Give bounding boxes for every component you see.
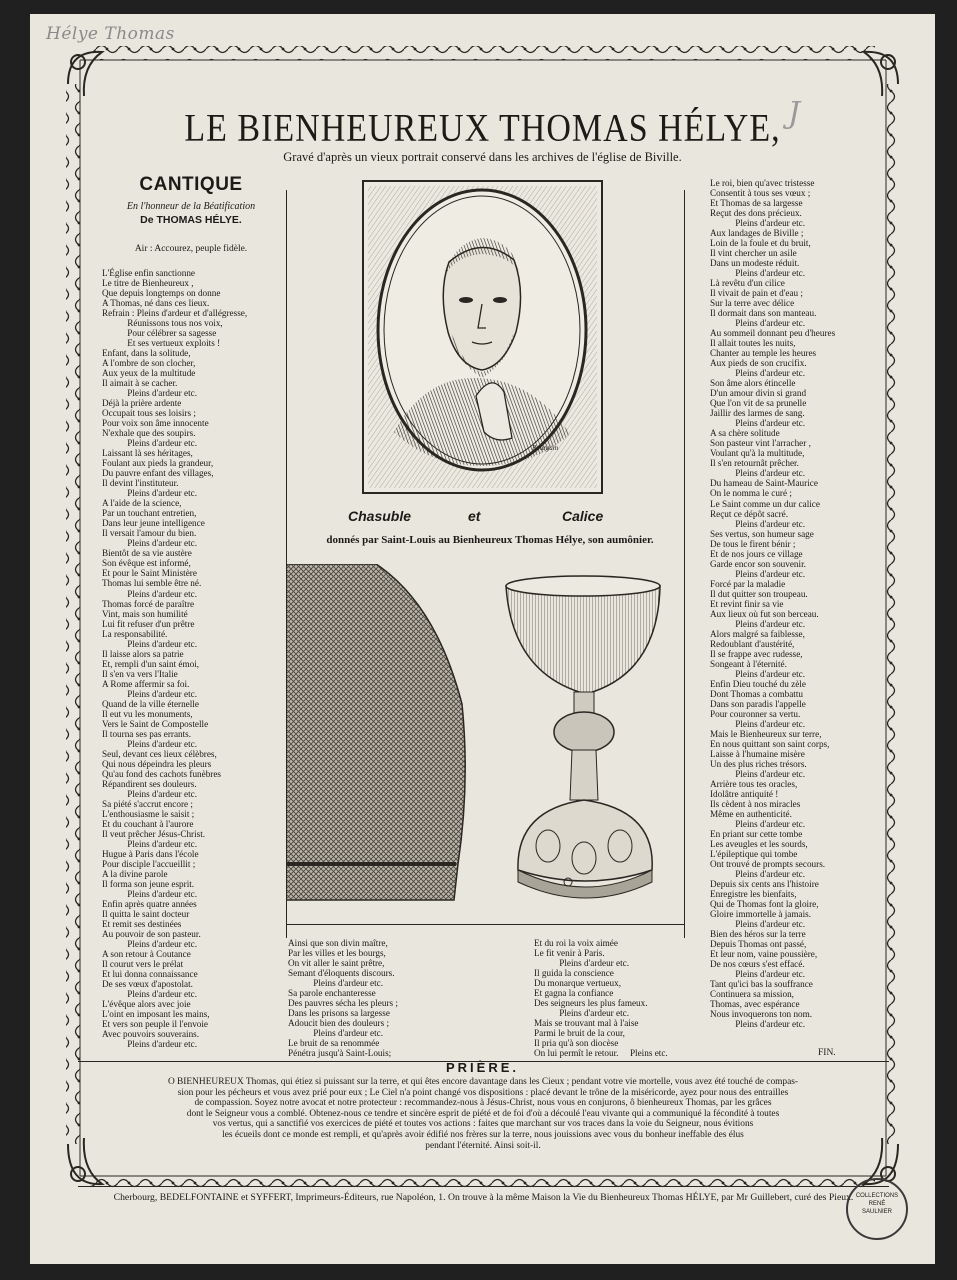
verse-line: La responsabilité. xyxy=(102,628,168,639)
verse-line: Pleins d'ardeur etc. xyxy=(710,468,806,479)
verse-line: Chanter au temple les heures xyxy=(710,348,817,359)
verse-line: Pleins d'ardeur etc. xyxy=(102,788,198,799)
verse-line: Enregistre les bienfaits, xyxy=(710,889,797,900)
verse-line: Et remit ses destinées xyxy=(102,919,182,930)
verse-line: Pleins d'ardeur etc. xyxy=(102,488,198,499)
verse-line: Pleins d'ardeur etc. xyxy=(102,638,198,649)
verse-line: Au pouvoir de son pasteur. xyxy=(102,929,201,940)
verse-line: Pleins d'ardeur etc. xyxy=(710,819,806,829)
verse-line: Dans son paradis l'appelle xyxy=(710,698,806,709)
verse-line: Alors malgré sa faiblesse, xyxy=(710,628,805,639)
verse-line: Il courut vers le prélat xyxy=(102,959,184,970)
verse-line: Garde encor son souvenir. xyxy=(710,558,806,569)
verse-line: Là revêtu d'un cilice xyxy=(710,278,785,289)
verse-line: Redoublant d'austérité, xyxy=(710,638,795,649)
verse-line: Pleins d'ardeur etc. xyxy=(288,1028,384,1039)
verse-line: Pleins d'ardeur etc. xyxy=(102,1039,198,1050)
verse-line: Pleins d'ardeur etc. xyxy=(710,418,806,429)
page-subtitle: Gravé d'après un vieux portrait conservé dans les archives de l'église de Biville. xyxy=(283,150,682,164)
verse-line: Qui nous dépeindra les pleurs xyxy=(102,758,212,769)
verse-line: Thomas, avec espérance xyxy=(710,999,800,1010)
verse-line: Il devint l'instituteur. xyxy=(102,478,179,489)
verse-line: Pleins d'ardeur etc. xyxy=(710,768,806,779)
verse-line: A sa chère solitude xyxy=(710,428,780,439)
verse-line: Idolâtre antiquité ! xyxy=(710,788,779,799)
cantique-column-left xyxy=(102,268,247,1049)
verse-line: L'enthousiasme le saisit ; xyxy=(102,808,195,819)
verse-line: Pleins d'ardeur etc. xyxy=(102,438,198,449)
verse-line: Il veut prêcher Jésus-Christ. xyxy=(102,828,206,839)
verse-line: Il forma son jeune esprit. xyxy=(102,878,195,889)
verse-line: D'un amour divin si grand xyxy=(710,388,807,399)
verse-line: Mais se trouvant mal à l'aise xyxy=(534,1018,639,1029)
verse-line: Le titre de Bienheureux , xyxy=(102,278,194,289)
verse-line: Et, rempli d'un saint émoi, xyxy=(102,658,200,669)
verse-line: Forcé par la maladie xyxy=(710,578,786,589)
handwritten-mark: J xyxy=(788,96,801,131)
verse-line: Pour célébrer sa sagesse xyxy=(102,328,217,339)
cantique-heading xyxy=(96,174,286,254)
stamp-line-1: COLLECTIONS xyxy=(855,1193,899,1199)
verse-line: Mais le Bienheureux sur terre, xyxy=(710,728,822,739)
verse-line: Refrain : Pleins d'ardeur et d'allégresse, xyxy=(102,308,248,319)
verse-line: Du monarque vertueux, xyxy=(534,978,621,989)
verse-line: Son évêque est informé, xyxy=(102,558,191,569)
verse-line: Il versait l'amour du bien. xyxy=(102,528,197,539)
prayer-line: sion pour les pécheurs et vous avez prié pour eux ; Le Ciel n'a point changé vos dispositions : placé devant le trône de la miséricorde, ayez pour nous des entrailles xyxy=(177,1087,789,1098)
prayer-line: de compassion. Soyez notre avocat et notre protecteur : recommandez-nous à Jésus-Christ, nous vous en conjurons, ô bienheureux Thomas, par les grâces xyxy=(194,1098,772,1109)
verse-line: Depuis six cents ans l'histoire xyxy=(710,879,819,890)
collection-stamp xyxy=(846,1178,908,1240)
verse-line: Il eut vu les monuments, xyxy=(102,708,193,719)
portrait-image xyxy=(364,182,601,492)
verse-line: Pleins d'ardeur etc. xyxy=(102,888,198,899)
verse-line: Et de nos jours ce village xyxy=(710,548,803,559)
verse-line: Et ses vertueux exploits ! xyxy=(102,338,221,349)
verse-line: Des seigneurs les plus fameux. xyxy=(534,998,648,1009)
verse-line: Il s'en retournât prêcher. xyxy=(710,458,799,469)
cantique-column-middle-right xyxy=(534,938,668,1058)
verse-line: Du hameau de Saint-Maurice xyxy=(710,478,818,489)
cantique-column-right xyxy=(710,178,835,1029)
prayer-line: pendant l'éternité. Ainsi soit-il. xyxy=(425,1140,541,1151)
verse-line: Pleins d'ardeur etc. xyxy=(102,688,198,699)
verse-line: Foulant aux pieds la grandeur, xyxy=(102,458,214,469)
verse-line: Aux lieux où fut son berceau. xyxy=(710,608,819,619)
verse-line: A la divine parole xyxy=(102,868,168,879)
cantique-column-middle-left xyxy=(288,938,398,1058)
verse-line: Ont trouvé de prompts secours. xyxy=(710,859,826,870)
verse-line: Il pria qu'à son diocèse xyxy=(534,1038,619,1049)
verse-line: Lui fit refuser d'un prêtre xyxy=(102,618,195,629)
verse-line: Pénétra jusqu'à Saint-Louis; xyxy=(288,1048,392,1059)
verse-line: Pleins d'ardeur etc. xyxy=(102,939,198,950)
stamp-line-3: SAULNIER xyxy=(861,1209,892,1215)
chasuble-chalice-image xyxy=(286,564,684,932)
verse-line: Depuis Thomas ont passé, xyxy=(710,939,807,950)
prayer-title: PRIÈRE. xyxy=(445,1060,519,1075)
verse-line: Adoucit bien des douleurs ; xyxy=(288,1018,390,1029)
verse-line: Le Saint comme un dur calice xyxy=(710,498,820,509)
verse-line: Occupait tous ses loisirs ; xyxy=(102,408,196,419)
verse-line: Pleins d'ardeur etc. xyxy=(102,588,198,599)
verse-line: Pleins d'ardeur etc. xyxy=(710,618,806,629)
verse-line: De tous le firent bénir ; xyxy=(710,538,796,549)
verse-line: Jaillir des larmes de sang. xyxy=(710,408,805,419)
verse-line: Vers le Saint de Compostelle xyxy=(102,718,209,729)
verse-line: Vint, mais son humilité xyxy=(102,608,188,619)
verse-line: Il dormait dans son manteau. xyxy=(710,308,817,319)
verse-line: Laissant là ses héritages, xyxy=(102,448,193,459)
verse-line: En priant sur cette tombe xyxy=(710,829,803,840)
verse-line: Et du couchant à l'aurore xyxy=(102,818,194,829)
verse-line: Par les villes et les bourgs, xyxy=(288,948,386,959)
verse-line: A Thomas, né dans ces lieux. xyxy=(102,298,210,309)
verse-line: Pleins d'ardeur etc. xyxy=(710,919,806,930)
cantique-air: Air : Accourez, peuple fidèle. xyxy=(134,244,248,254)
verse-line: Pleins d'ardeur etc. xyxy=(710,568,806,579)
verse-line: A l'ombre de son clocher, xyxy=(102,358,196,369)
verse-line: Et lui donna connaissance xyxy=(102,969,198,980)
printer-footer: Cherbourg, BEDELFONTAINE et SYFFERT, Imprimeurs-Éditeurs, rue Napoléon, 1. On trouve à la même Maison la Vie du Bienheureux Thomas HÉLYE, par Mr Guillebert, curé des Pieux. xyxy=(113,1192,854,1203)
verse-line: Pleins d'ardeur etc. xyxy=(710,318,806,329)
verse-line: Il tourna ses pas errants. xyxy=(102,728,192,739)
verse-line: Pleins d'ardeur etc. xyxy=(710,969,806,980)
cantique-dedication: De THOMAS HÉLYE. xyxy=(140,214,242,226)
verse-line: Pour couronner sa vertu. xyxy=(710,708,801,719)
relics-engraving xyxy=(286,564,684,932)
verse-line: Son âme alors étincelle xyxy=(710,378,796,389)
verse-line: Que depuis longtemps on donne xyxy=(102,288,221,299)
verse-line: Pour disciple l'accueillit ; xyxy=(102,858,196,869)
verse-line: Dans un modeste réduit. xyxy=(710,258,800,269)
verse-line: Sa piété s'accrut encore ; xyxy=(102,798,193,809)
verse-line: Pleins d'ardeur etc. xyxy=(710,518,806,529)
verse-line: Le roi, bien qu'avec tristesse xyxy=(710,178,815,188)
verse-line: Il vint chercher un asile xyxy=(710,248,797,259)
portrait-engraving xyxy=(362,180,603,494)
verse-line: Il s'en va vers l'Italie xyxy=(102,668,178,679)
verse-line: Même en authenticité. xyxy=(710,808,792,819)
verse-line: Pleins d'ardeur etc. xyxy=(710,718,806,729)
verse-line: Aux landages de Biville ; xyxy=(710,228,804,239)
prayer-text xyxy=(116,1077,850,1151)
verse-line: Thomas lui semble être né. xyxy=(102,578,202,589)
verse-line: L'épileptique qui tombe xyxy=(710,849,798,860)
verse-line: Semant d'éloquents discours. xyxy=(288,968,395,979)
verse-line: Bien des héros sur la terre xyxy=(710,929,806,940)
verse-line: Pleins d'ardeur etc. xyxy=(288,978,384,989)
caption-et: et xyxy=(468,508,481,524)
column-divider-right xyxy=(684,190,685,938)
verse-line: Déjà la prière ardente xyxy=(102,398,182,409)
verse-line: Enfant, dans la solitude, xyxy=(102,348,191,359)
caption-calice: Calice xyxy=(562,508,604,524)
verse-line: Gloire immortelle à jamais. xyxy=(710,909,812,920)
verse-line: Continuera sa mission, xyxy=(710,989,794,1000)
image-bottom-rule xyxy=(286,924,684,925)
verse-line: Pleins d'ardeur etc. xyxy=(534,958,630,969)
footer-rule xyxy=(78,1186,889,1187)
cantique-subtitle: En l'honneur de la Béatification xyxy=(126,201,256,212)
verse-line: De nos cœurs s'est effacé. xyxy=(710,959,805,970)
verse-line: A l'aide de la science, xyxy=(102,498,182,509)
verse-line: Les aveugles et les sourds, xyxy=(710,839,808,850)
verse-line: Pleins d'ardeur etc. xyxy=(710,268,806,279)
prayer-line: vos vertus, qui a sanctifié vos exercices de piété et toutes vos actions : faites que marchant sur vos traces dans la voie du Seigneur, nous évitions xyxy=(212,1119,754,1130)
verse-line: Bientôt de sa vie austère xyxy=(102,548,192,559)
prayer-line: O BIENHEUREUX Thomas, qui étiez si puissant sur la terre, et qui êtes encore davantage dans les Cieux ; pendant votre vie mortelle, vous avez été touché de compas- xyxy=(167,1077,799,1087)
verse-line: Le fit venir à Paris. xyxy=(534,948,605,959)
verse-line: Reçut ce dépôt sacré. xyxy=(710,508,789,519)
verse-line: Le bruit de sa renommée xyxy=(288,1038,380,1049)
verse-line: L'évêque alors avec joie xyxy=(102,999,191,1010)
verse-line: Ainsi que son divin maître, xyxy=(288,938,388,948)
verse-line: Son pasteur vint l'arracher , xyxy=(710,438,811,449)
verse-line: Il dut quitter son troupeau. xyxy=(710,588,808,599)
verse-line: Nous invoquerons ton nom. xyxy=(710,1009,813,1020)
verse-line: On vit aller le saint prêtre, xyxy=(288,958,385,969)
verse-line: Aux pieds de son crucifix. xyxy=(710,358,807,369)
verse-line: Quand de la ville éternelle xyxy=(102,698,199,709)
verse-line: Il aimait à se cacher. xyxy=(102,378,178,389)
verse-line: Consentit à tous ses vœux ; xyxy=(710,188,811,199)
verse-line: Arrière tous tes oracles, xyxy=(710,778,798,789)
verse-line: Hugue à Paris dans l'école xyxy=(102,848,199,859)
verse-line: Sa parole enchanteresse xyxy=(288,988,376,999)
prayer-line: dont le Seigneur vous a comblé. Obtenez-nous ce tendre et sincère esprit de piété et de foi d'où a découlé l'eau vivante qui a communiqué la fécondité à toutes xyxy=(186,1108,780,1119)
verse-line: Laisse à l'humaine misère xyxy=(710,748,805,759)
verse-line: Dans les prisons sa largesse xyxy=(288,1008,390,1019)
relics-description: donnés par Saint-Louis au Bienheureux Thomas Hélye, son aumônier. xyxy=(326,534,654,546)
verse-line: Il vivait de pain et d'eau ; xyxy=(710,288,803,299)
column-divider-left xyxy=(286,190,287,938)
verse-line: Thomas forcé de paraître xyxy=(102,598,195,609)
verse-line: Pleins d'ardeur etc. xyxy=(710,1019,806,1030)
cantique-title: CANTIQUE xyxy=(139,174,243,195)
verse-line: Qu'au fond des cachots funèbres xyxy=(102,768,222,779)
verse-line: L'Église enfin sanctionne xyxy=(102,268,195,278)
stamp-line-2: RENÉ xyxy=(868,1201,886,1207)
verse-line: Et Thomas de sa largesse xyxy=(710,198,803,209)
verse-line: Pleins d'ardeur etc. xyxy=(102,738,198,749)
verse-line: Pleins d'ardeur etc. xyxy=(102,989,198,1000)
verse-line: Pleins d'ardeur etc. xyxy=(102,538,198,549)
verse-line: Et leur nom, vaine poussière, xyxy=(710,949,818,960)
verse-line: Que l'on vit de sa prunelle xyxy=(710,398,807,409)
verse-line: Répandirent ses douleurs. xyxy=(102,778,197,789)
verse-line: Enfin après quatre années xyxy=(102,898,197,909)
verse-line: Pleins d'ardeur etc. xyxy=(534,1008,630,1019)
verse-line: Dont Thomas a combattu xyxy=(710,688,803,699)
broadsheet xyxy=(30,14,935,1264)
verse-line: Songeant à l'éternité. xyxy=(710,658,787,669)
verse-line: Tant qu'ici bas la souffrance xyxy=(710,979,813,990)
verse-line: Ses vertus, son humeur sage xyxy=(710,528,814,539)
verse-line: Il quitta le saint docteur xyxy=(102,909,190,919)
verse-line: N'exhale que des soupirs. xyxy=(102,428,196,439)
verse-line: A son retour à Coutance xyxy=(102,949,191,960)
verse-line: Ils cèdent à nos miracles xyxy=(710,798,801,809)
verse-line: Enfin Dieu touché du zèle xyxy=(710,678,806,689)
verse-line: Réunissons tous nos voix, xyxy=(102,318,223,329)
verse-line: Pleins d'ardeur etc. xyxy=(710,869,806,880)
verse-line: Pleins d'ardeur etc. xyxy=(102,838,198,849)
verse-line: Et pour le Saint Ministère xyxy=(102,568,197,579)
verse-line: A Rome affermir sa foi. xyxy=(102,678,190,689)
page-title: LE BIENHEUREUX THOMAS HÉLYE, xyxy=(184,107,781,150)
verse-line: Et vers son peuple il l'envoie xyxy=(102,1019,209,1030)
verse-line: Aux yeux de la multitude xyxy=(102,368,196,379)
verse-line: Pour voix son âme innocente xyxy=(102,418,209,429)
verse-line: En nous quittant son saint corps, xyxy=(710,738,830,749)
verse-line: On le nomma le curé ; xyxy=(710,488,792,499)
verse-line: Sur la terre avec délice xyxy=(710,298,795,309)
verse-line: Il se frappe avec rudesse, xyxy=(710,648,803,659)
verse-line: Pleins d'ardeur etc. xyxy=(710,668,806,679)
verse-line: Et gagna la confiance xyxy=(534,988,614,999)
prayer-line: les écueils dont ce monde est rempli, et qu'après avoir édifié nos frères sur la terre, nous jouissions avec vous du bonheur ineffable des élus xyxy=(222,1129,744,1140)
verse-line: Reçut des dons précieux. xyxy=(710,208,802,219)
verse-line: Parmi le bruit de la cour, xyxy=(534,1028,625,1039)
verse-line: Un des plus riches trésors. xyxy=(710,758,807,769)
verse-line: Seul, devant ces lieux célèbres, xyxy=(102,748,217,759)
verse-line: L'oint en imposant les mains, xyxy=(102,1009,210,1020)
fin-label: FIN. xyxy=(818,1048,836,1058)
verse-line: Loin de la foule et du bruit, xyxy=(710,238,811,249)
verse-line: Pleins d'ardeur etc. xyxy=(710,218,806,229)
verse-line: Il guida la conscience xyxy=(534,968,614,979)
verse-line: Par un touchant entretien, xyxy=(102,508,197,519)
verse-line: Dans leur jeune intelligence xyxy=(102,518,205,529)
handwritten-note: Hélye Thomas xyxy=(46,24,175,44)
verse-line: Voulant qu'à la multitude, xyxy=(710,448,805,459)
verse-line: Pleins d'ardeur etc. xyxy=(102,388,198,399)
verse-line: Des pauvres sécha les pleurs ; xyxy=(288,998,398,1009)
caption-chasuble: Chasuble xyxy=(348,508,412,524)
verse-line: Et revint finir sa vie xyxy=(710,598,784,609)
engraver-signature: Bourgain xyxy=(532,444,559,452)
verse-line: Avec pouvoirs souverains. xyxy=(102,1029,200,1040)
verse-line: De ses vœux d'apostolat. xyxy=(102,979,193,990)
verse-line: Du pauvre enfant des villages, xyxy=(102,468,214,479)
verse-line: On lui permît le retour. Pleins etc. xyxy=(534,1048,668,1059)
verse-line: Il allait toutes les nuits, xyxy=(710,338,796,349)
verse-line: Et du roi la voix aimée xyxy=(534,938,618,948)
verse-line: Il laisse alors sa patrie xyxy=(102,648,184,659)
verse-line: Qui de Thomas font la gloire, xyxy=(710,899,819,910)
verse-line: Pleins d'ardeur etc. xyxy=(710,368,806,379)
verse-line: Au sommeil donnant peu d'heures xyxy=(710,328,836,339)
